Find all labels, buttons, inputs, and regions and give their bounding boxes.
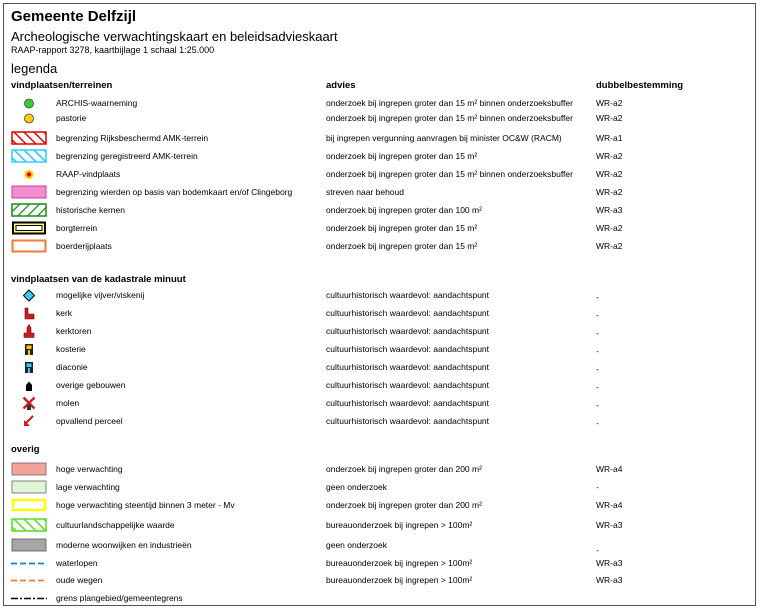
legend-heading: legenda <box>11 61 58 76</box>
legend-row <box>0 395 755 412</box>
legend-row-label: hoge verwachting steentijd binnen 3 meter - Mv <box>56 500 235 510</box>
legend-row-dubbelbestemming: WR-a3 <box>596 558 623 568</box>
legend-row-dubbelbestemming: - <box>596 482 599 492</box>
lime-hatch-icon <box>11 517 47 534</box>
legend-row <box>0 517 755 534</box>
legend-row-advies: cultuurhistorisch waardevol: aandachtspunt <box>326 362 490 372</box>
legend-row-advies: bureauonderzoek bij ingrepen > 100m² <box>326 558 473 568</box>
legend-row-advies: onderzoek bij ingrepen groter dan 15 m² binnen onderzoeksbuffer <box>326 113 573 123</box>
legend-row <box>0 166 755 183</box>
legend-row-advies: onderzoek bij ingrepen groter dan 100 m² <box>326 205 482 215</box>
legend-row-dubbelbestemming: WR-a2 <box>596 151 623 161</box>
legend-row <box>0 323 755 340</box>
legend-row-advies: onderzoek bij ingrepen groter dan 15 m² <box>326 223 478 233</box>
report-reference: RAAP-rapport 3278, kaartbijlage 1 schaal 1:25.000 <box>11 45 215 55</box>
legend-row-dubbelbestemming: WR-a2 <box>596 223 623 233</box>
legend-row-advies: onderzoek bij ingrepen groter dan 15 m² binnen onderzoeksbuffer <box>326 98 573 108</box>
legend-row-dubbelbestemming: WR-a1 <box>596 133 623 143</box>
orange-dash-line-icon <box>11 572 47 589</box>
blue-dash-line-icon <box>11 555 47 572</box>
section-heading-kadastrale-minuut: vindplaatsen van de kadastrale minuut <box>11 274 186 285</box>
legend-row-label: molen <box>56 398 80 408</box>
map-subtitle: Archeologische verwachtingskaart en beleidsadvieskaart <box>11 29 338 44</box>
green-hatch-icon <box>11 202 47 219</box>
legend-row <box>0 184 755 201</box>
legend-row <box>0 413 755 430</box>
church-icon <box>11 305 47 322</box>
legend-row <box>0 202 755 219</box>
borg-box-icon <box>11 220 47 237</box>
legend-row-dubbelbestemming: WR-a2 <box>596 98 623 108</box>
legend-row <box>0 377 755 394</box>
legend-row-dubbelbestemming: - <box>596 310 599 320</box>
legend-row-dubbelbestemming: - <box>596 328 599 338</box>
legend-row <box>0 572 755 589</box>
legend-row-label: boerderijplaats <box>56 241 112 251</box>
legend-row-advies: onderzoek bij ingrepen groter dan 200 m² <box>326 500 482 510</box>
legend-row-dubbelbestemming: - <box>596 346 599 356</box>
legend-row-advies: cultuurhistorisch waardevol: aandachtspunt <box>326 290 490 300</box>
legend-row-label: ARCHIS-waarneming <box>56 98 138 108</box>
legend-row-label: mogelijke vijver/viskenij <box>56 290 145 300</box>
diaconie-icon <box>11 359 47 376</box>
arrow-icon <box>11 413 47 430</box>
legend-row <box>0 287 755 304</box>
legend-row-dubbelbestemming: WR-a2 <box>596 187 623 197</box>
legend-row <box>0 359 755 376</box>
legend-row-advies: onderzoek bij ingrepen groter dan 200 m² <box>326 464 482 474</box>
legend-row-label: diaconie <box>56 362 88 372</box>
pink-box-icon <box>11 184 47 201</box>
building-icon <box>11 377 47 394</box>
boundary-line-icon <box>11 590 47 607</box>
legend-row <box>0 497 755 514</box>
legend-row-advies: cultuurhistorisch waardevol: aandachtspunt <box>326 398 490 408</box>
legend-row-advies: bureauonderzoek bij ingrepen > 100m² <box>326 575 473 585</box>
legend-row <box>0 130 755 147</box>
legend-row-dubbelbestemming: - <box>596 292 599 302</box>
legend-row-dubbelbestemming: - <box>596 364 599 374</box>
salmon-box-icon <box>11 461 47 478</box>
church-tower-icon <box>11 323 47 340</box>
page-title: Gemeente Delfzijl <box>11 8 137 25</box>
gray-box-icon <box>11 537 47 554</box>
legend-row-label: RAAP-vindplaats <box>56 169 121 179</box>
legend-row-dubbelbestemming: - <box>596 545 599 555</box>
legend-row <box>0 590 755 607</box>
legend-row-dubbelbestemming: WR-a4 <box>596 464 623 474</box>
legend-row <box>0 341 755 358</box>
legend-row-label: borgterrein <box>56 223 98 233</box>
legend-row-dubbelbestemming: WR-a4 <box>596 500 623 510</box>
column-header-sites: vindplaatsen/terreinen <box>11 80 113 91</box>
legend-row-advies: bij ingrepen vergunning aanvragen bij minister OC&W (RACM) <box>326 133 562 143</box>
legend-row-advies: onderzoek bij ingrepen groter dan 15 m² <box>326 151 478 161</box>
legend-row-label: begrenzing geregistreerd AMK-terrein <box>56 151 198 161</box>
legend-row-label: oude wegen <box>56 575 103 585</box>
legend-row-label: opvallend perceel <box>56 416 123 426</box>
legend-row <box>0 238 755 255</box>
legend-row-label: grens plangebied/gemeentegrens <box>56 593 183 603</box>
legend-row-dubbelbestemming: WR-a2 <box>596 241 623 251</box>
lightgreen-box-icon <box>11 479 47 496</box>
legend-row-advies: cultuurhistorisch waardevol: aandachtspunt <box>326 344 490 354</box>
legend-row-label: lage verwachting <box>56 482 120 492</box>
legend-row-advies: bureauonderzoek bij ingrepen > 100m² <box>326 520 473 530</box>
legend-row-dubbelbestemming: - <box>596 382 599 392</box>
red-hatch-icon <box>11 130 47 147</box>
orange-box-icon <box>11 238 47 255</box>
legend-row <box>0 461 755 478</box>
legend-row-advies: geen onderzoek <box>326 482 387 492</box>
legend-row <box>0 555 755 572</box>
legend-row-label: moderne woonwijken en industrieën <box>56 540 192 550</box>
legend-row-advies: cultuurhistorisch waardevol: aandachtspunt <box>326 308 490 318</box>
legend-row-advies: onderzoek bij ingrepen groter dan 15 m² binnen onderzoeksbuffer <box>326 169 573 179</box>
legend-row-advies: geen onderzoek <box>326 540 387 550</box>
legend-row-label: kerktoren <box>56 326 92 336</box>
legend-row <box>0 537 755 554</box>
kosterie-icon <box>11 341 47 358</box>
legend-row-label: pastorie <box>56 113 87 123</box>
legend-row-advies: cultuurhistorisch waardevol: aandachtspunt <box>326 380 490 390</box>
legend-row <box>0 110 755 127</box>
legend-row-dubbelbestemming: WR-a2 <box>596 169 623 179</box>
column-header-advies: advies <box>326 80 356 91</box>
cyan-hatch-icon <box>11 148 47 165</box>
legend-row-label: kosterie <box>56 344 86 354</box>
legend-row-advies: onderzoek bij ingrepen groter dan 15 m² <box>326 241 478 251</box>
legend-row-advies: cultuurhistorisch waardevol: aandachtspunt <box>326 326 490 336</box>
legend-row <box>0 479 755 496</box>
legend-row <box>0 148 755 165</box>
legend-row-dubbelbestemming: WR-a2 <box>596 113 623 123</box>
legend-row-label: waterlopen <box>56 558 98 568</box>
legend-row-dubbelbestemming: - <box>596 400 599 410</box>
raap-dot-icon <box>11 166 47 183</box>
legend-row-dubbelbestemming: WR-a3 <box>596 520 623 530</box>
legend-row <box>0 220 755 237</box>
legend-row-label: historische kernen <box>56 205 125 215</box>
legend-row-label: kerk <box>56 308 73 318</box>
legend-row <box>0 305 755 322</box>
yellow-dot-icon <box>11 110 47 127</box>
legend-row-label: begrenzing Rijksbeschermd AMK-terrein <box>56 133 209 143</box>
legend-row-label: begrenzing wierden op basis van bodemkaart en/of Clingeborg <box>56 187 293 197</box>
legend-row-advies: cultuurhistorisch waardevol: aandachtspunt <box>326 416 490 426</box>
yellow-outline-icon <box>11 497 47 514</box>
legend-row-dubbelbestemming: WR-a3 <box>596 575 623 585</box>
legend-row-dubbelbestemming: - <box>596 418 599 428</box>
legend-row-label: hoge verwachting <box>56 464 123 474</box>
section-heading-overig: overig <box>11 444 40 455</box>
legend-row-label: cultuurlandschappelijke waarde <box>56 520 175 530</box>
windmill-icon <box>11 395 47 412</box>
diamond-icon <box>11 287 47 304</box>
legend-row-dubbelbestemming: WR-a3 <box>596 205 623 215</box>
legend-row-label: overige gebouwen <box>56 380 126 390</box>
legend-row-advies: streven naar behoud <box>326 187 404 197</box>
column-header-dubbelbestemming: dubbelbestemming <box>596 80 684 91</box>
